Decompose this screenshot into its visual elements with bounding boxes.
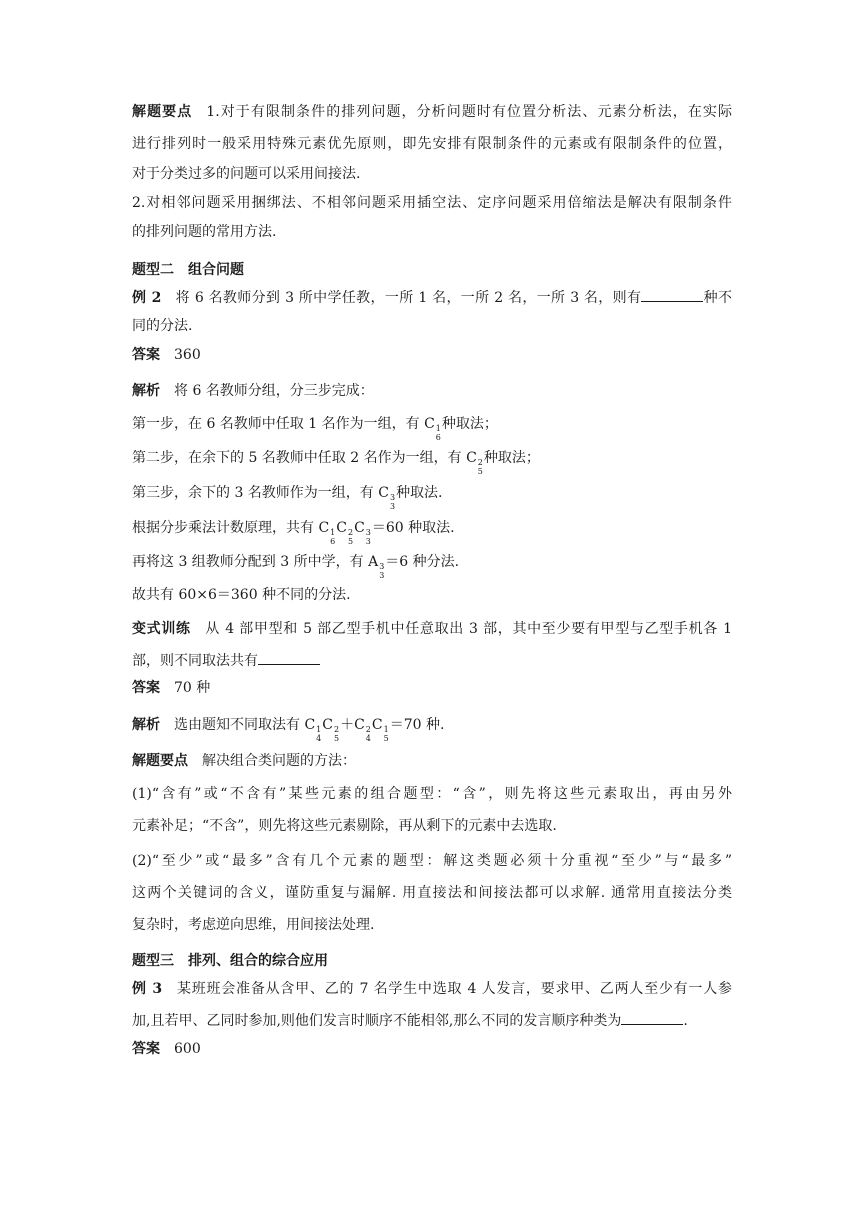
tips2-heading: 解题要点 <box>132 753 188 769</box>
answer-blank <box>621 1010 683 1025</box>
total-line: 故共有 60×6＝360 种不同的分法. <box>132 587 351 603</box>
example3-line2: 加,且若甲、乙同时参加,则他们发言时顺序不能相邻,那么不同的发言顺序种类为 . <box>132 1010 688 1031</box>
example2-line1: 例 2 将 6 名教师分到 3 所中学任教，一所 1 名，一所 2 名，一所 3 名，则有 种不 <box>132 287 732 308</box>
combination-scripts: 2 5 <box>333 725 340 743</box>
variant-analysis: 解析 选由题知不同取法有 C 1 4 C 2 5 ＋C 2 4 C 1 5 ＝70 种. <box>132 717 445 743</box>
tips2-p1-line2: 元素补足；“不含”，则先将这些元素剔除，再从剩下的元素中去选取. <box>132 818 557 834</box>
answer-blank <box>258 650 320 665</box>
tips1-heading: 解题要点 <box>132 104 193 120</box>
example2-answer <box>132 345 201 365</box>
variant-line1: 变式训练 从 4 部甲型和 5 部乙型手机中任意取出 3 部，其中至少要有甲型与乙型手机各 1 <box>132 621 732 637</box>
step2-line: 第二步，在余下的 5 名教师中任取 2 名作为一组，有 C 2 5 种取法； <box>132 450 540 476</box>
combination-scripts: 1 6 <box>435 424 441 442</box>
step1-line: 第一步，在 6 名教师中任取 1 名作为一组，有 C 1 6 种取法； <box>132 416 498 442</box>
combination-scripts: 2 4 <box>365 725 371 743</box>
answer-value: 600 <box>174 1041 201 1057</box>
combination-scripts: 1 5 <box>383 725 389 743</box>
tips1-line1 <box>132 102 732 122</box>
combination-scripts: 2 5 <box>347 528 354 546</box>
answer-label: 答案 <box>132 1041 160 1057</box>
tips1-line3: 对于分类过多的问题可以采用间接法. <box>132 166 361 182</box>
principle-line: 根据分步乘法计数原理，共有 C 1 6 C 2 5 C 3 3 ＝60 种取法. <box>132 520 455 546</box>
example2-analysis: 解析 将 6 名教师分组，分三步完成： <box>132 383 374 399</box>
tips1-line4: 2.对相邻问题采用捆绑法、不相邻问题采用插空法、定序问题采用倍缩法是解决有限制条件 <box>132 195 732 211</box>
example3-label: 例 3 <box>132 981 163 997</box>
assign-line: 再将这 3 组教师分配到 3 所中学，有 A 3 3 ＝6 种分法. <box>132 554 460 580</box>
answer-label: 答案 <box>132 347 160 363</box>
combination-scripts: 2 5 <box>477 458 483 476</box>
answer-blank <box>641 287 703 302</box>
combination-scripts: 3 3 <box>389 493 396 511</box>
section-title-type3: 题型三 排列、组合的综合应用 <box>132 953 328 969</box>
combination-scripts: 3 3 <box>365 528 371 546</box>
variant-label: 变式训练 <box>132 621 191 637</box>
example2-label: 例 2 <box>132 290 162 306</box>
example3-answer <box>132 1039 201 1059</box>
tips1-line5: 的排列问题的常用方法. <box>132 224 277 240</box>
variant-answer <box>132 678 210 698</box>
combination-scripts: 1 4 <box>316 725 322 743</box>
tips1-text1: 1.对于有限制条件的排列问题，分析问题时有位置分析法、元素分析法，在实际 <box>206 104 732 120</box>
tips2-p1-line1: (1)“含有”或“不含有”某些元素的组合题型：“含”，则先将这些元素取出，再由另外 <box>132 786 732 802</box>
combination-scripts: 1 6 <box>330 528 336 546</box>
answer-label: 答案 <box>132 680 160 696</box>
tips2-p2-line2: 这两个关键词的含义，谨防重复与漏解. 用直接法和间接法都可以求解. 通常用直接法分类 <box>132 885 732 901</box>
analysis-label: 解析 <box>132 717 160 733</box>
tips2-p2-line3: 复杂时，考虑逆向思维，用间接法处理. <box>132 917 375 933</box>
tips1-line2: 进行排列时一般采用特殊元素优先原则，即先安排有限制条件的元素或有限制条件的位置， <box>132 136 732 152</box>
arrangement-scripts: 3 3 <box>379 562 385 580</box>
answer-value: 360 <box>174 347 201 363</box>
answer-value: 70 种 <box>174 680 211 696</box>
example3-line1: 例 3 某班班会准备从含甲、乙的 7 名学生中选取 4 人发言，要求甲、乙两人至少有一人参 <box>132 981 732 997</box>
step3-line: 第三步，余下的 3 名教师作为一组，有 C 3 3 种取法. <box>132 485 443 511</box>
tips2-heading-line: 解题要点 解决组合类问题的方法： <box>132 753 356 769</box>
variant-line2: 部，则不同取法共有 <box>132 650 320 671</box>
tips2-p2-line1: (2)“至少”或“最多”含有几个元素的题型：解这类题必须十分重视“至少”与“最多” <box>132 853 732 869</box>
example2-line2: 同的分法. <box>132 318 193 334</box>
section-title-type2: 题型二 组合问题 <box>132 262 244 278</box>
analysis-label: 解析 <box>132 383 160 399</box>
